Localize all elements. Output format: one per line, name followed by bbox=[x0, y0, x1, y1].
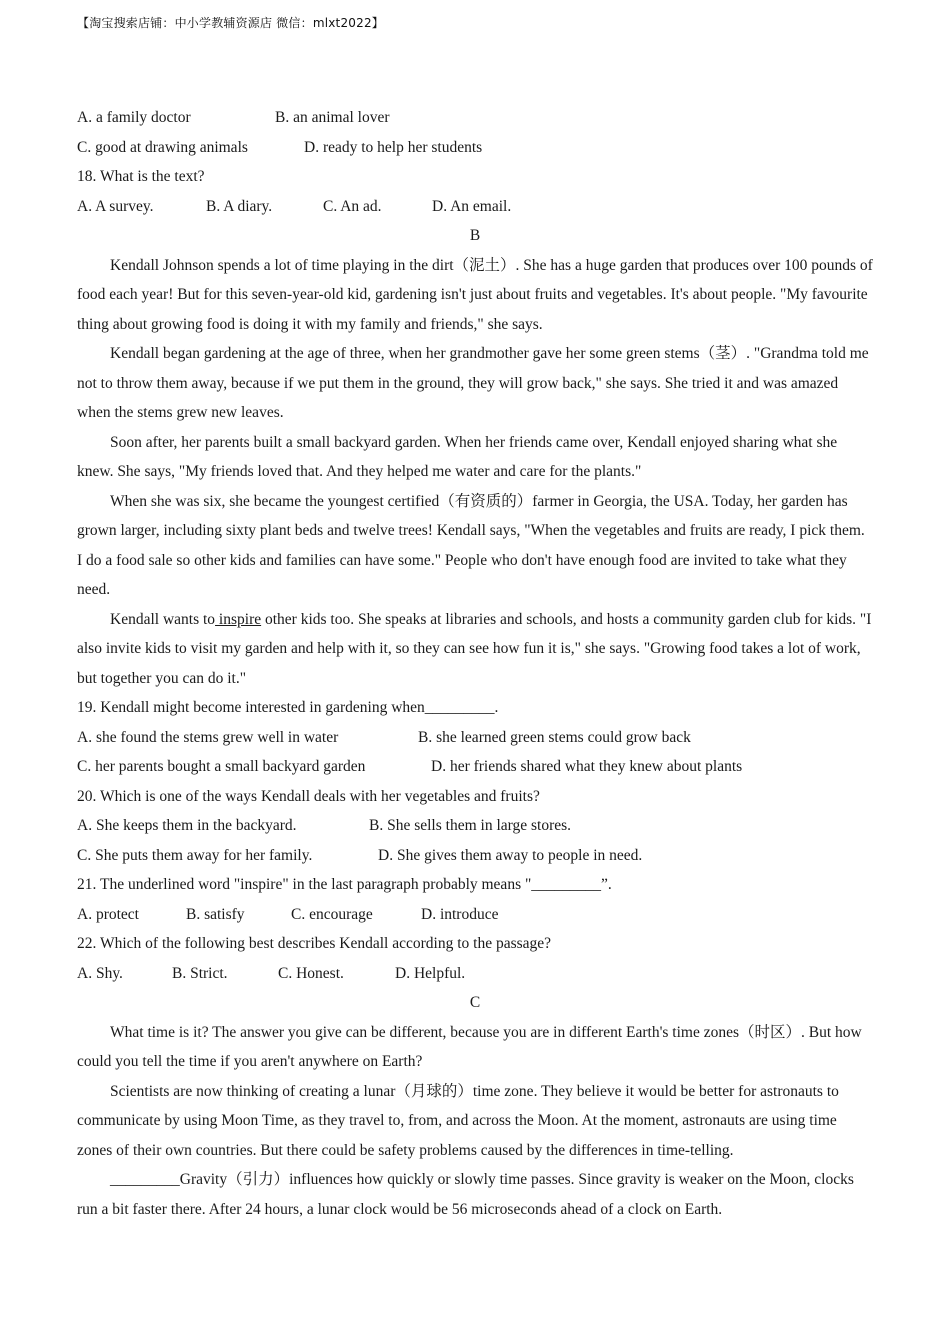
q22-option-a: A. Shy. bbox=[77, 964, 123, 982]
passage-b-paragraph-4: When she was six, she became the youngest certified（有资质的）farmer in Georgia, the USA. Today, her garden has grown larger, including sixty plant beds and twelve trees! Kendall says, "When the vegetables and fruits are ready, I pick them. I do a food sale so other kids and families can have some." People who don't have enough food are invited to take what they need. bbox=[77, 492, 865, 598]
q19-stem: 19. Kendall might become interested in gardening when_________. bbox=[77, 699, 499, 716]
q17-option-b: B. an animal lover bbox=[275, 109, 390, 126]
q19-option-b: B. she learned green stems could grow back bbox=[418, 728, 691, 746]
q19-option-a: A. she found the stems grew well in water bbox=[77, 728, 339, 746]
q17-options-row-1 bbox=[77, 103, 873, 133]
document-body bbox=[77, 103, 873, 1224]
q20-option-d: D. She gives them away to people in need. bbox=[378, 846, 643, 864]
q20-option-c: C. She puts them away for her family. bbox=[77, 846, 313, 864]
q22-option-c: C. Honest. bbox=[278, 964, 344, 982]
q21-option-d: D. introduce bbox=[421, 905, 499, 923]
passage-b-paragraph-2: Kendall began gardening at the age of three, when her grandmother gave her some green stems（茎）. "Grandma told me not to throw them away, because if we put them in the ground, they will grow back," she says. She tried it and was amazed when the stems grew new leaves. bbox=[77, 345, 869, 421]
q17-option-a: A. a family doctor bbox=[77, 109, 191, 126]
q18-option-a: A. A survey. bbox=[77, 197, 154, 215]
q20-stem: 20. Which is one of the ways Kendall deals with her vegetables and fruits? bbox=[77, 787, 540, 805]
q18-stem: 18. What is the text? bbox=[77, 168, 205, 185]
passage-c-paragraph-3: _________Gravity（引力）influences how quickly or slowly time passes. Since gravity is weaker on the Moon, clocks run a bit faster there. After 24 hours, a lunar clock would be 56 microseconds ahead of a clock on Earth. bbox=[77, 1171, 854, 1218]
q18-options bbox=[77, 192, 873, 222]
passage-c-paragraph-2: Scientists are now thinking of creating a lunar（月球的）time zone. They believe it would be better for astronauts to communicate by using Moon Time, as they travel to, from, and across the Moon. At the moment, astronauts are using time zones of their own countries. But there could be safety problems caused by the differences in time-telling. bbox=[77, 1082, 839, 1159]
section-c-label: C bbox=[469, 994, 481, 1011]
q20-option-a: A. She keeps them in the backyard. bbox=[77, 817, 297, 834]
q21-option-b: B. satisfy bbox=[186, 905, 245, 923]
q22-stem: 22. Which of the following best describes Kendall according to the passage? bbox=[77, 935, 552, 952]
passage-b-paragraph-1: Kendall Johnson spends a lot of time playing in the dirt（泥土）. She has a huge garden that produces over 100 pounds of food each year! But for this seven-year-old kid, gardening isn't just about fruits and vegetables. It's about people. "My favourite thing about growing food is doing it with my family and friends," she says. bbox=[77, 256, 873, 333]
q22-option-b: B. Strict. bbox=[172, 964, 228, 982]
q18-option-b: B. A diary. bbox=[206, 197, 273, 215]
page-header: 【淘宝搜索店铺：中小学教辅资源店 微信：mlxt2022】 bbox=[77, 16, 384, 30]
q20-option-b: B. She sells them in large stores. bbox=[369, 817, 572, 834]
q22-options bbox=[77, 959, 873, 989]
q19-option-d: D. her friends shared what they knew about plants bbox=[431, 758, 743, 775]
q19-option-c: C. her parents bought a small backyard garden bbox=[77, 758, 366, 775]
q19-options-row-1 bbox=[77, 723, 873, 753]
paragraph-5-text-before: Kendall wants to bbox=[110, 610, 216, 628]
q20-options-row-1 bbox=[77, 811, 873, 841]
q19-options-row-2 bbox=[77, 752, 873, 782]
q18-option-d: D. An email. bbox=[432, 197, 512, 215]
passage-c-paragraph-1: What time is it? The answer you give can be different, because you are in different Earth's time zones（时区）. But how could you tell the time if you aren't anywhere on Earth? bbox=[77, 1023, 862, 1070]
passage-b-paragraph-3: Soon after, her parents built a small backyard garden. When her friends came over, Kendall enjoyed sharing what she knew. She says, "My friends loved that. And they helped me water and care for the plants." bbox=[77, 433, 838, 480]
q21-option-a: A. protect bbox=[77, 905, 139, 923]
q21-stem: 21. The underlined word "inspire" in the last paragraph probably means "_________”. bbox=[77, 876, 612, 893]
section-b-label: B bbox=[469, 227, 481, 244]
q21-options bbox=[77, 900, 873, 930]
q17-options-row-2 bbox=[77, 133, 873, 163]
underlined-word-inspire: inspire bbox=[215, 610, 262, 628]
q20-options-row-2 bbox=[77, 841, 873, 871]
q18-option-c: C. An ad. bbox=[323, 197, 382, 215]
passage-b-paragraph-5 bbox=[77, 605, 873, 694]
q17-option-d: D. ready to help her students bbox=[304, 138, 483, 156]
q22-option-d: D. Helpful. bbox=[395, 964, 466, 982]
q17-option-c: C. good at drawing animals bbox=[77, 138, 248, 156]
q21-option-c: C. encourage bbox=[291, 905, 373, 923]
paragraph-5-text-after: other kids too. She speaks at libraries and schools, and hosts a community garden club for kids. "I also invite kids to visit my garden and help with it, so they can see how fun it is," she says. "Growing food takes a lot of work, but together you can do it." bbox=[77, 610, 872, 687]
